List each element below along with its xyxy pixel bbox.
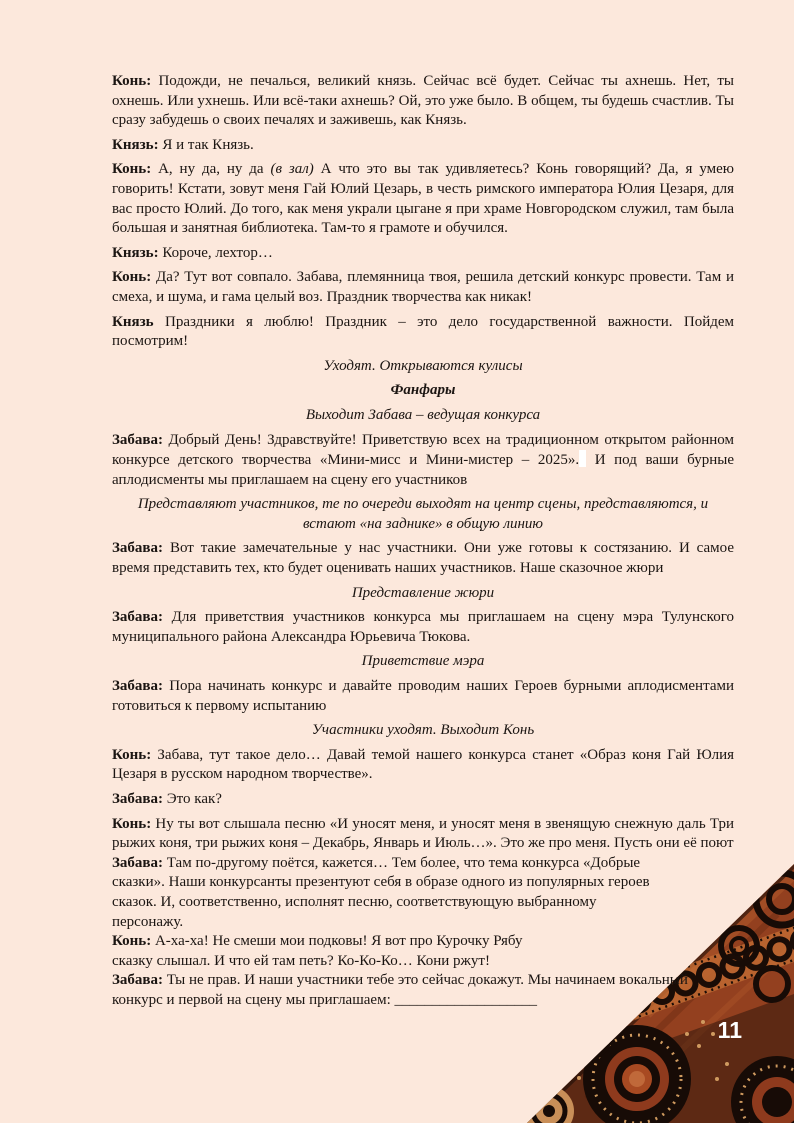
stage-direction: Представление жюри xyxy=(351,584,495,601)
dialog-text: Подожди, не печалься, великий князь. Сейчас всё будет. Сейчас ты ахнешь. Нет, ты охнешь. Или ухнешь. Или всё-таки ахнешь? Ой, это уже было. В общем, ты будешь счастлив. Ты сразу забудешь о своих печалях и заживешь, как Князь. xyxy=(112,73,734,129)
dialog-paragraph xyxy=(112,136,734,156)
speaker-label: Конь: xyxy=(112,815,152,832)
stage-direction: Фанфары xyxy=(390,382,456,399)
page-number: 11 xyxy=(717,1017,742,1043)
dialog-text: Это как? xyxy=(166,791,222,807)
stage-direction: Уходят. Открываются кулисы xyxy=(323,357,523,374)
dialog-text: Там по-другому поётся, кажется… Тем более, что тема конкурса «Добрые сказки». Наши конкурсанты презентуют себя в образе одного из популярных героев сказок. И, соответственно, исполнят песню, соответствующую выбранному персонажу. xyxy=(112,854,650,930)
speaker-label: Забава: xyxy=(112,540,164,557)
dialog-text: Короче, лехтор… xyxy=(162,244,273,261)
dialog-text: И под ваши бурные аплодисменты мы приглашаем на сцену его участников xyxy=(112,452,734,488)
dialog-text: Пора начинать конкурс и давайте проводим наших Героев бурными аплодисментами готовиться к первому испытанию xyxy=(112,678,734,714)
dialog-text: Ну ты вот слышала песню «И уносят меня, и уносят меня в звенящую снежную даль Три рыжих коня, три рыжих коня – Декабрь, Январь и Июль…». Это же про меня. Пусть они её поют xyxy=(112,815,734,852)
dialog-text: Вот такие замечательные у нас участники. Они уже готовы к состязанию. И самое время представить тех, кто будет оценивать наших участников. Наше сказочное жюри xyxy=(112,540,735,577)
dialog-paragraph xyxy=(112,815,734,854)
dialog-text: Добрый День! Здравствуйте! Приветствую всех на традиционном открытом районном конкурсе детского творчества «Мини-мисс и Мини-мистер – 2025». xyxy=(112,431,734,469)
dialog-paragraph xyxy=(112,608,734,647)
document-text-area[interactable] xyxy=(112,72,734,1011)
speaker-label: Князь: xyxy=(112,136,159,153)
dialog-paragraph xyxy=(112,72,734,131)
speaker-label: Конь: xyxy=(112,161,152,178)
stage-direction: Приветствие мэра xyxy=(361,653,485,670)
text-cursor-highlight xyxy=(579,450,586,467)
speaker-label: Забава: xyxy=(112,791,164,807)
speaker-label: Забава: xyxy=(112,854,164,871)
dialog-paragraph xyxy=(112,790,734,810)
speaker-label: Князь xyxy=(112,313,154,330)
dialog-paragraph xyxy=(112,244,734,264)
dialog-paragraph xyxy=(112,160,734,238)
speaker-label: Конь: xyxy=(112,746,152,763)
speaker-label: Забава: xyxy=(112,431,164,448)
dialog-text: Для приветствия участников конкурса мы приглашаем на сцену мэра Тулунского муниципального района Александра Юрьевича Тюкова. xyxy=(112,609,734,645)
speaker-label: Забава: xyxy=(112,972,164,989)
dialog-text: Я и так Князь. xyxy=(162,136,254,153)
speaker-label: Забава: xyxy=(112,678,164,695)
speaker-label: Конь: xyxy=(112,933,152,950)
dialog-paragraph xyxy=(112,431,734,491)
dialog-text: А что это вы так удивляетесь? Конь говорящий? Да, я умею говорить! Кстати, зовут меня Гай Юлий Цезарь, в честь римского императора Юлия Цезаря, для вас просто Юлий. До того, как меня украли цыгане я при храме Новгородском служил, там была большая и занятная библиотека. Там-то я грамоте и обучился. xyxy=(112,161,734,237)
dialog-paragraph xyxy=(112,677,734,716)
dialog-paragraph xyxy=(112,746,734,785)
dialog-paragraph xyxy=(112,313,734,352)
speaker-label: Конь: xyxy=(112,269,152,286)
dialog-paragraph xyxy=(112,539,734,578)
dialog-text: Забава, тут такое дело… Давай темой нашего конкурса станет «Образ коня Гай Юлия Цезаря в русском народном творчестве». xyxy=(112,746,735,783)
speaker-label: Князь: xyxy=(112,244,159,261)
stage-direction: Выходит Забава – ведущая конкурса xyxy=(305,406,541,423)
dialog-text: А, ну да, ну да xyxy=(158,161,271,178)
dialog-text: Праздники я люблю! Праздник – это дело государственной важности. Пойдем посмотрим! xyxy=(112,313,735,350)
dialog-text: Ты не прав. И наши участники тебе это сейчас докажут. Мы начинаем вокальный конкурс и первой на сцену мы приглашаем: ___________________ xyxy=(112,972,688,1008)
dialog-text: А-ха-ха! Не смеши мои подковы! Я вот про Курочку Рябу сказку слышал. И что ей там петь? Ко-Ко-Ко… Кони ржут! xyxy=(112,933,523,969)
dialog-paragraph xyxy=(112,268,734,307)
stage-direction: Участники уходят. Выходит Конь xyxy=(311,722,535,739)
stage-note-inline: (в зал) xyxy=(270,161,314,178)
speaker-label: Конь: xyxy=(112,73,152,89)
dialog-paragraph xyxy=(112,932,567,971)
dialog-paragraph xyxy=(112,971,734,1010)
dialog-paragraph xyxy=(112,854,657,932)
speaker-label: Забава: xyxy=(112,609,164,626)
dialog-text: Да? Тут вот совпало. Забава, племянница твоя, решила детский конкурс провести. Там и смеха, и шума, и гама целый воз. Праздник творчества как никак! xyxy=(112,269,734,305)
stage-direction: Представляют участников, те по очереди выходят на центр сцены, представляются, и встают «на заднике» в общую линию xyxy=(137,496,709,532)
